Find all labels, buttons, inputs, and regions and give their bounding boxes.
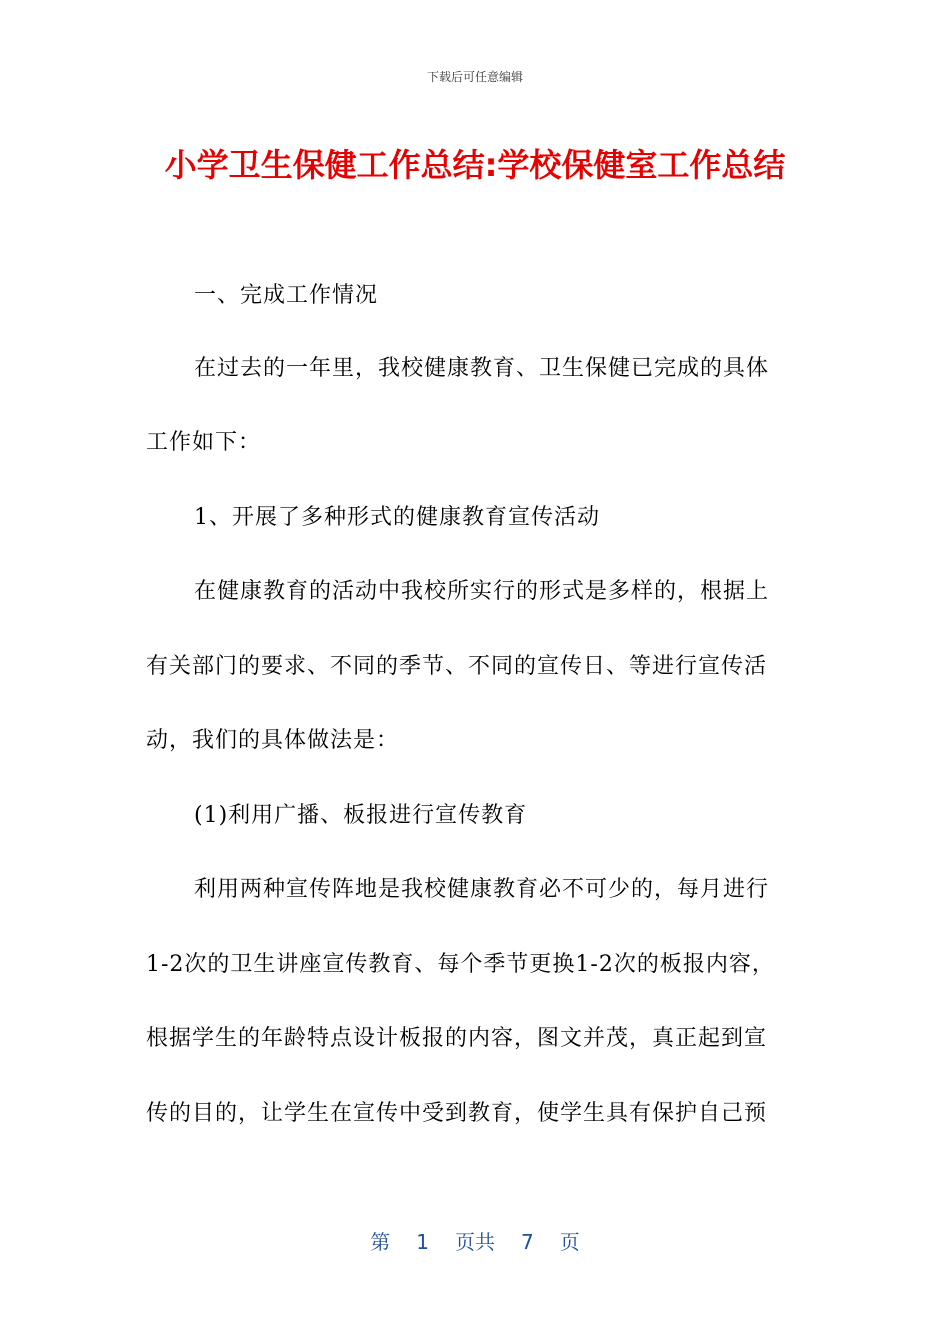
section-heading: 一、完成工作情况 — [194, 283, 379, 308]
header-note: 下载后可任意编辑 — [426, 70, 523, 84]
page-footer — [0, 1226, 950, 1255]
paragraph-line: 在过去的一年里，我校健康教育、卫生保健已完成的具体 — [194, 356, 770, 381]
paragraph-line: 有关部门的要求、不同的季节、不同的宣传日、等进行宣传活 — [146, 654, 768, 679]
paragraph-line: 在健康教育的活动中我校所实行的形式是多样的，根据上 — [194, 579, 770, 604]
footer-prefix: 第 — [370, 1230, 391, 1254]
paragraph-line: 根据学生的年龄特点设计板报的内容，图文并茂，真正起到宣 — [146, 1026, 768, 1051]
footer-page-number: 1 — [416, 1230, 429, 1254]
paragraph-line: 利用两种宣传阵地是我校健康教育必不可少的，每月进行 — [194, 877, 770, 902]
subsection-heading: (1)利用广播、板报进行宣传教育 — [194, 803, 528, 828]
paragraph-line: 传的目的，让学生在宣传中受到教育，使学生具有保护自己预 — [146, 1101, 768, 1126]
subsection-heading: 1、开展了多种形式的健康教育宣传活动 — [194, 505, 600, 530]
document-title: 小学卫生保健工作总结:学校保健室工作总结 — [164, 146, 786, 184]
paragraph-line: 动，我们的具体做法是： — [146, 728, 400, 753]
footer-total-pages: 7 — [521, 1230, 534, 1254]
footer-middle: 页共 — [455, 1230, 495, 1254]
footer-suffix: 页 — [559, 1230, 580, 1254]
paragraph-line: 1-2次的卫生讲座宣传教育、每个季节更换1-2次的板报内容， — [146, 952, 775, 977]
paragraph-line: 工作如下： — [146, 430, 262, 455]
